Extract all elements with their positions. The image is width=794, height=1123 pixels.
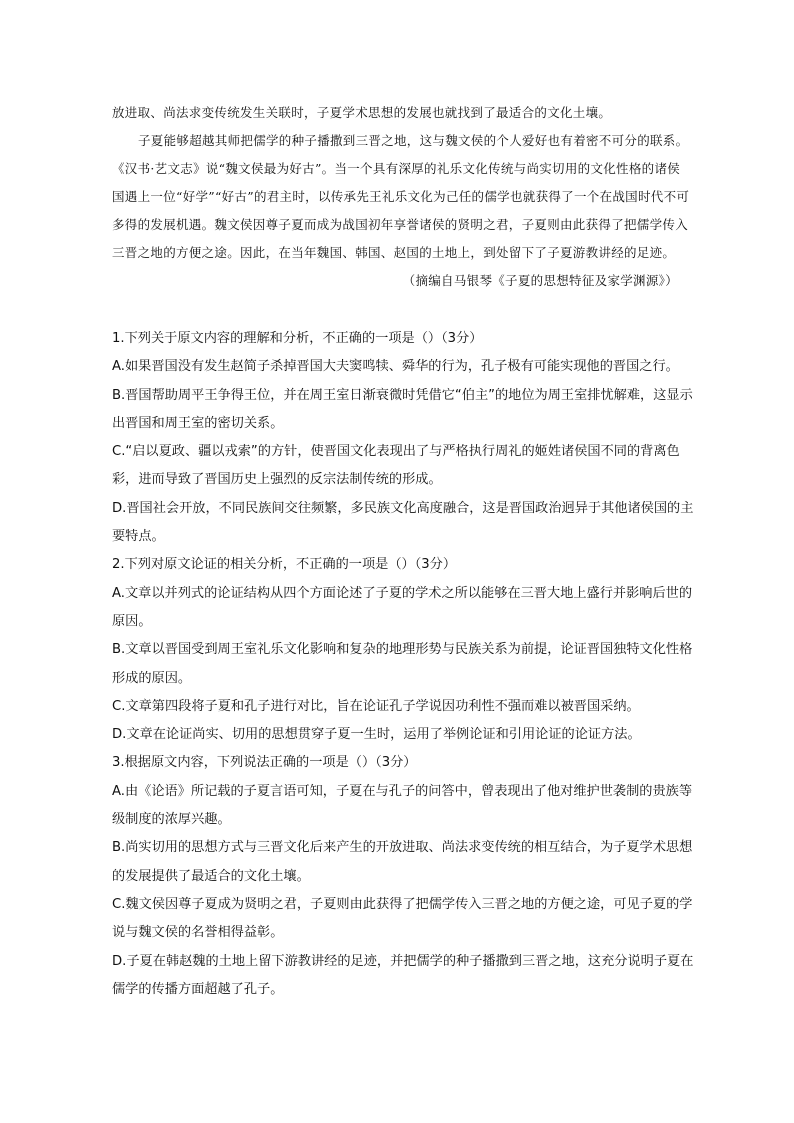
question-2-option-b: B.文章以晋国受到周王室礼乐文化影响和复杂的地理形势与民族关系为前提，论证晋国独特文化性格形成的原因。: [112, 642, 693, 686]
question-2-stem: 2.下列对原文论证的相关分析，不正确的一项是（）（3分）: [112, 557, 457, 573]
question-list: [112, 325, 702, 1004]
passage-paragraph: 子夏能够超越其师把儒学的种子播撒到三晋之地，这与魏文侯的个人爱好也有着密不可分的联系。《汉书·艺文志》说“魏文侯最为好古”。当一个具有深厚的礼乐文化传统与尚实切用的文化性格的诸侯国遇上一位“好学”“好古”的君主时，以传承先王礼乐文化为己任的儒学也就获得了一个在战国时代不可多得的发展机遇。魏文侯因尊子夏而成为战国初年享誉诸侯的贤明之君，子夏则由此获得了把儒学传入三晋之地的方便之途。因此，在当年魏国、韩国、赵国的土地上，到处留下了子夏游教讲经的足迹。: [112, 133, 690, 260]
question-1-option-a: A.如果晋国没有发生赵简子杀掉晋国大夫窦鸣犊、舜华的行为，孔子极有可能实现他的晋国之行。: [112, 359, 679, 375]
question-3-option-d: D.子夏在韩赵魏的土地上留下游教讲经的足迹，并把儒学的种子播撒到三晋之地，这充分说明子夏在儒学的传播方面超越了孔子。: [112, 953, 694, 997]
question-1-option-b: B.晋国帮助周平王争得王位，并在周王室日渐衰微时凭借它“伯主”的地位为周王室排忧解难，这显示出晋国和周王室的密切关系。: [112, 387, 693, 431]
passage-line-continued: 放进取、尚法求变传统发生关联时，子夏学术思想的发展也就找到了最适合的文化土壤。: [112, 105, 612, 120]
question-3-stem: 3.根据原文内容，下列说法正确的一项是（）（3分）: [112, 755, 417, 771]
question-3-option-b: B.尚实切用的思想方式与三晋文化后来产生的开放进取、尚法求变传统的相互结合，为子夏学术思想的发展提供了最适合的文化土壤。: [112, 840, 693, 884]
question-1-option-c: C.“启以夏政、疆以戎索”的方针，使晋国文化表现出了与严格执行周礼的姬姓诸侯国不同的背离色彩，进而导致了晋国历史上强烈的反宗法制传统的形成。: [112, 444, 680, 488]
question-1-option-d: D.晋国社会开放，不同民族间交往频繁，多民族文化高度融合，这是晋国政治迥异于其他诸侯国的主要特点。: [112, 500, 694, 545]
question-3-option-a: A.由《论语》所记载的子夏言语可知，子夏在与孔子的问答中，曾表现出了他对维护世袭制的贵族等级制度的浓厚兴趣。: [112, 783, 693, 828]
question-3-option-c: C.魏文侯因尊子夏成为贤明之君，子夏则由此获得了把儒学传入三晋之地的方便之途，可见子夏的学说与魏文侯的名誉相得益彰。: [112, 896, 693, 941]
reading-passage: [112, 99, 692, 295]
question-1-stem: 1.下列关于原文内容的理解和分析，不正确的一项是（）（3分）: [112, 331, 483, 346]
passage-source-citation: （摘编自马银琴《子夏的思想特征及家学渊源》）: [402, 273, 678, 288]
question-2-option-c: C.文章第四段将子夏和孔子进行对比，旨在论证孔子学说因功利性不强而难以被晋国采纳。: [112, 698, 640, 714]
question-2-option-d: D.文章在论证尚实、切用的思想贯穿子夏一生时，运用了举例论证和引用论证的论证方法。: [112, 727, 641, 743]
question-2-option-a: A.文章以并列式的论证结构从四个方面论述了子夏的学术之所以能够在三晋大地上盛行并影响后世的原因。: [112, 585, 693, 629]
